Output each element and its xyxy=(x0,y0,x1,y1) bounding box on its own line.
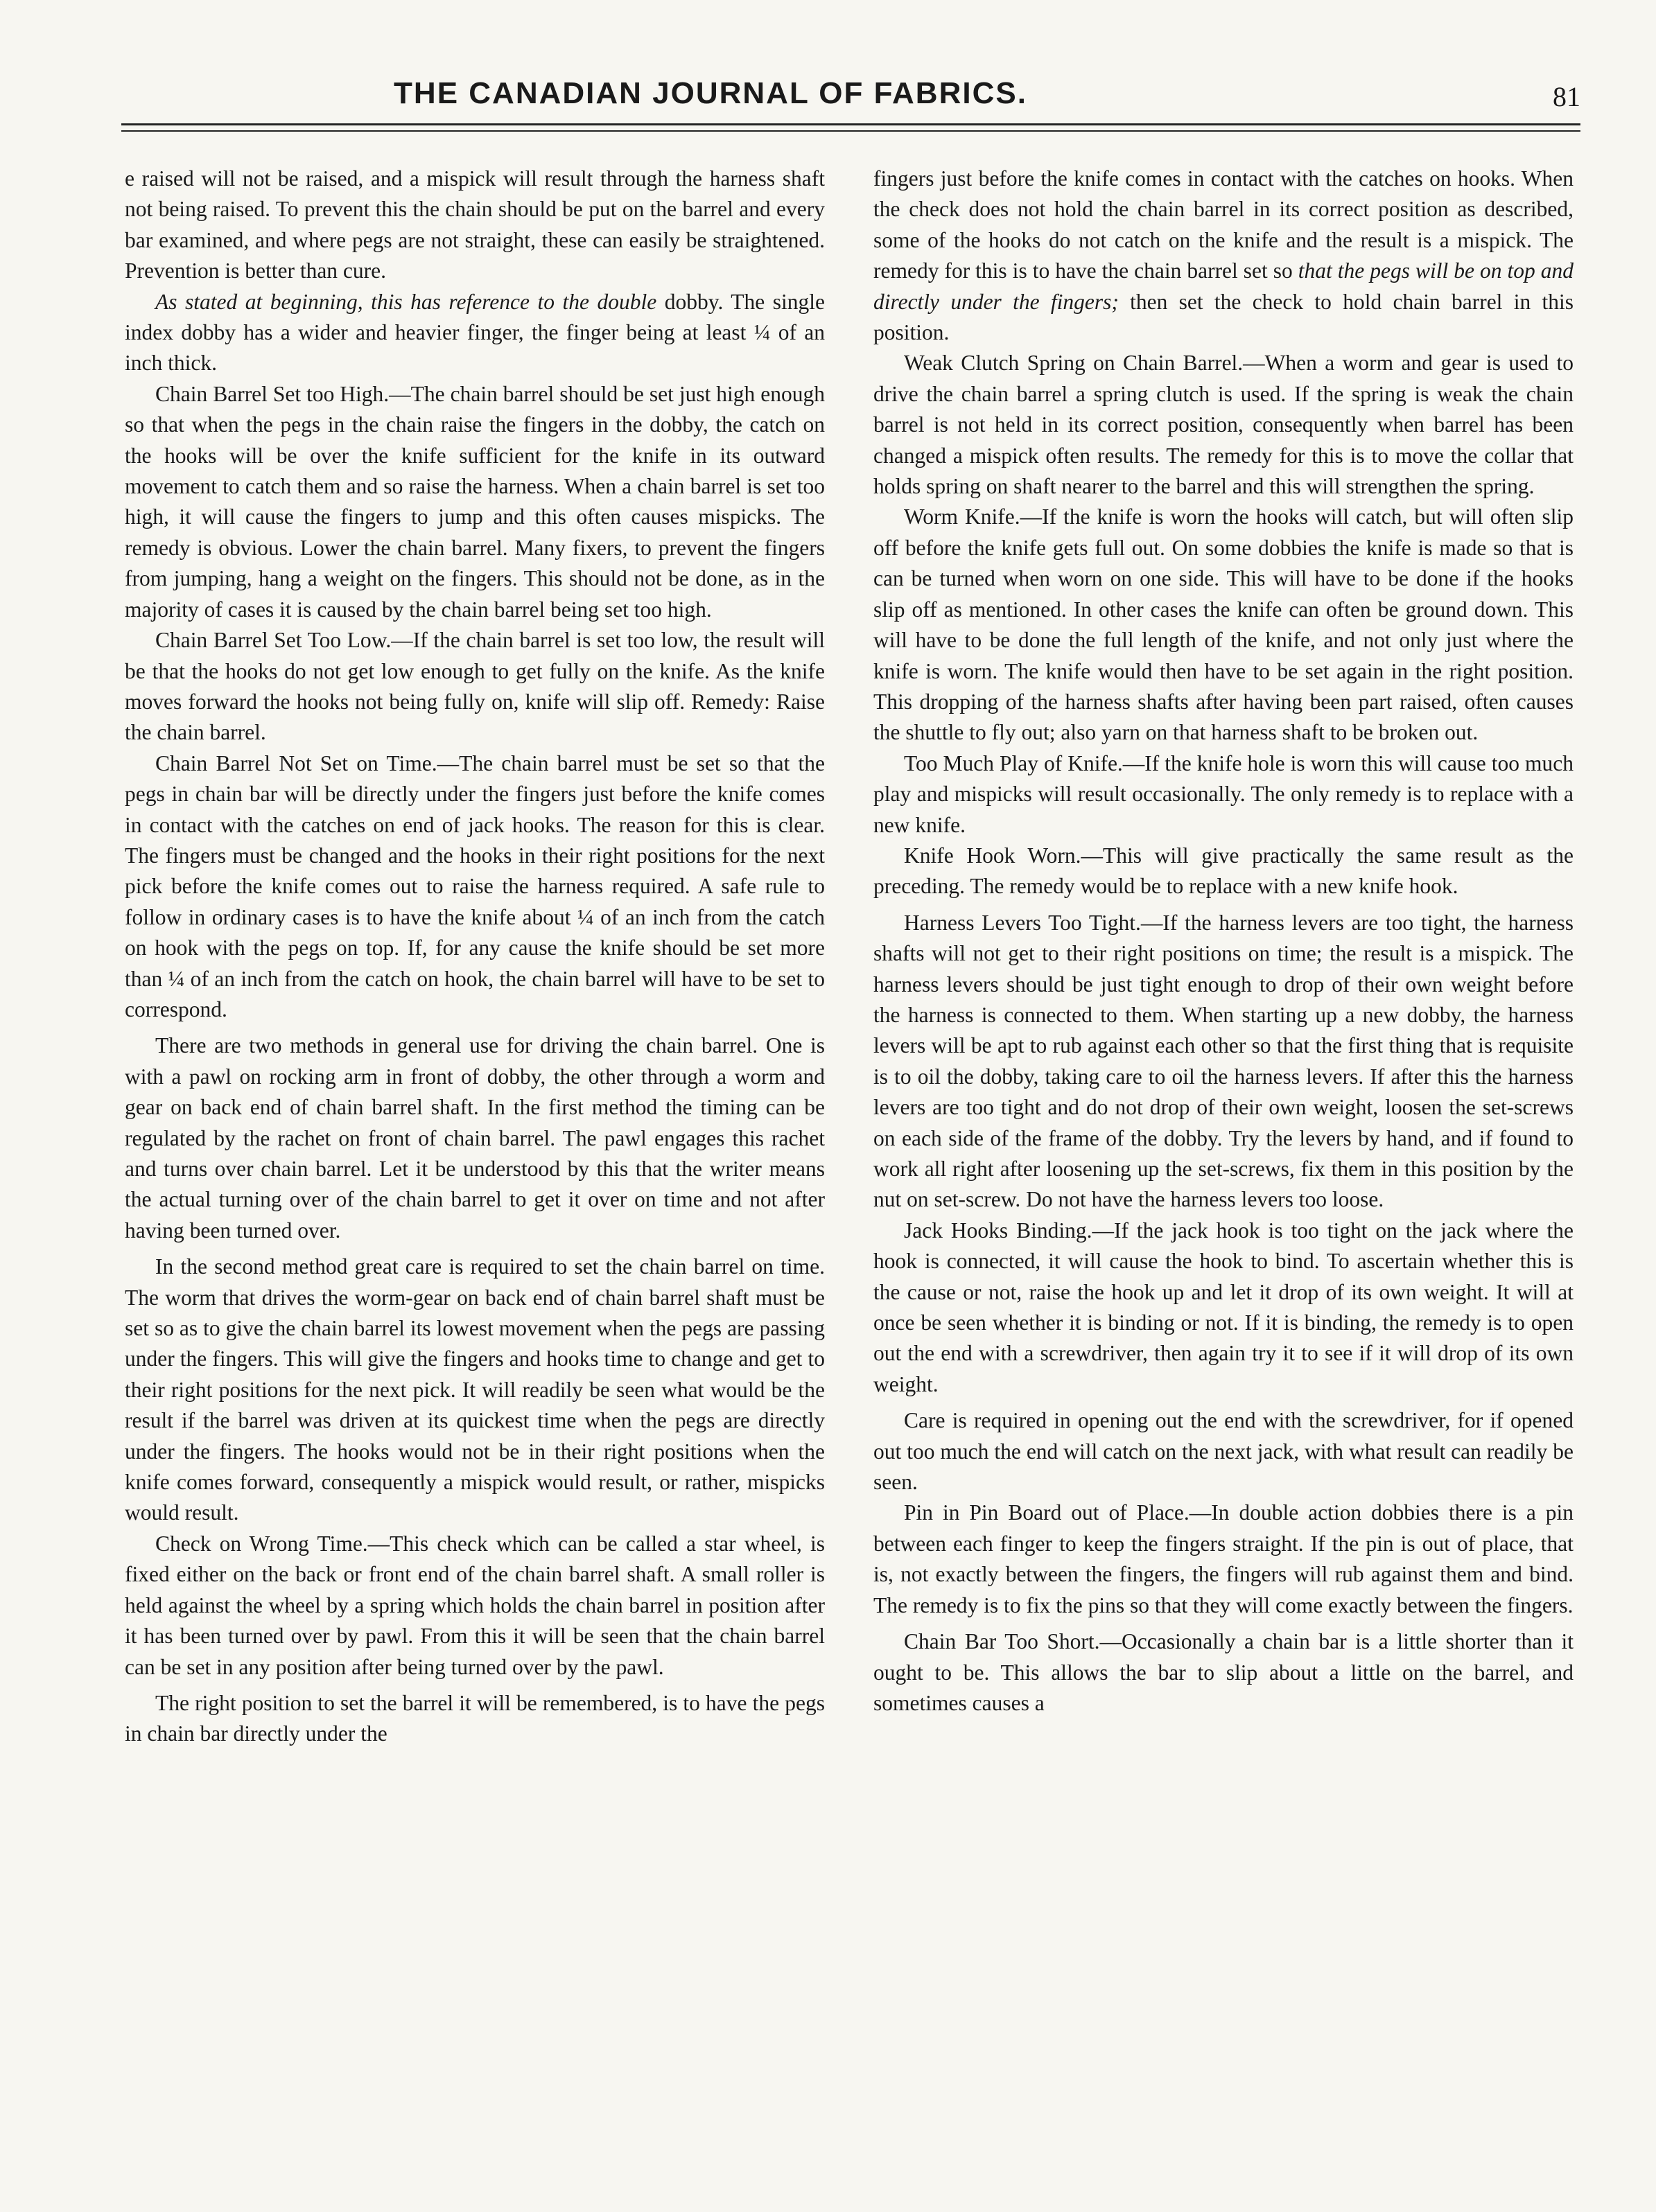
paragraph: As stated at beginning, this has reference to the double dobby. The single index dobby has a wider and heavier finger, the finger being at least ¼ of an inch thick. xyxy=(125,289,825,376)
page-number: 81 xyxy=(1553,81,1580,112)
left-column xyxy=(125,164,825,2173)
paragraph: Care is required in opening out the end with the screwdriver, for if opened out too much the end will catch on the next jack, with what result can readily be seen. xyxy=(873,1408,1574,1495)
paragraph: Jack Hooks Binding.—If the jack hook is too tight on the jack where the hook is connected, it will cause the hook to bind. To ascertain whether this is the cause or not, raise the hook up and let it drop of its own weight. It will at once be seen whether it is binding or not. If it is binding, the remedy is to open out the end with a screwdriver, then again try it to see if it will drop of its own weight. xyxy=(873,1218,1574,1396)
paragraph: Weak Clutch Spring on Chain Barrel.—When a worm and gear is used to drive the chain barrel a spring clutch is used. If the spring is weak the chain barrel is not held in its correct position, consequently when barrel has been changed a mispick often results. The remedy for this is to move the collar that holds spring on shaft nearer to the barrel and this will strengthen the spring. xyxy=(873,351,1574,499)
paragraph: In the second method great care is required to set the chain barrel on time. The worm that drives the worm-gear on back end of chain barrel shaft must be set so as to give the chain barrel its lowest movement when the pegs are passing under the fingers. This will give the fingers and hooks time to change and get to their right positions for the next pick. It will readily be seen what would be the result if the barrel was driven at its quickest time when the pegs are directly under the fingers. The hooks would not be in their right positions when the knife comes forward, consequently a mispick would result, or rather, mispicks would result. xyxy=(125,1254,825,1525)
paragraph: Too Much Play of Knife.—If the knife hole is worn this will cause too much play and mispicks will result occasionally. The only remedy is to replace with a new knife. xyxy=(873,750,1574,837)
header-rule xyxy=(121,123,1580,125)
paragraph: fingers just before the knife comes in contact with the catches on hooks. When the check does not hold the chain barrel in its correct position as described, some of the hooks do not catch on the knife and the result is a mispick. The remedy for this is to have the chain barrel set so that the pegs will be on top and directly under the fingers; then set the check to hold chain barrel in this position. xyxy=(873,166,1574,345)
paragraph: Chain Barrel Not Set on Time.—The chain barrel must be set so that the pegs in chain bar will be directly under the fingers just before the knife comes in contact with the catches on end of jack hooks. The reason for this is clear. The fingers must be changed and the hooks in their right positions for the next pick before the knife comes out to raise the harness required. A safe rule to follow in ordinary cases is to have the knife about ¼ of an inch from the catch on hook with the pegs on top. If, for any cause the knife should be set more than ¼ of an inch from the catch on hook, the chain barrel will have to be set to correspond. xyxy=(125,750,825,1021)
header-rule-thin xyxy=(121,130,1580,132)
running-title: THE CANADIAN JOURNAL OF FABRICS. xyxy=(394,76,1027,110)
paragraph: Check on Wrong Time.—This check which can be called a star wheel, is fixed either on the back or front end of the chain barrel shaft. A small roller is held against the wheel by a spring which holds the chain barrel in position after it has been turned over by pawl. From this it will be seen that the chain barrel can be set in any position after being turned over by the pawl. xyxy=(125,1531,825,1679)
paragraph: There are two methods in general use for driving the chain barrel. One is with a pawl on rocking arm in front of dobby, the other through a worm and gear on back end of chain barrel shaft. In the first method the timing can be regulated by the rachet on front of chain barrel. The pawl engages this rachet and turns over chain barrel. Let it be understood by this that the writer means the actual turning over of the chain barrel to get it over on time and not after having been turned over. xyxy=(125,1033,825,1243)
paragraph: Harness Levers Too Tight.—If the harness levers are too tight, the harness shafts will not get to their right positions on time; the result is a mispick. The harness levers should be just tight enough to drop of their own weight before the harness is connected to them. When starting up a new dobby, the harness levers will be apt to rub against each other so that the first thing that is requisite is to oil the dobby, taking care to oil the harness levers. If after this the harness levers are too tight and do not drop of their own weight, loosen the set-screws on each side of the frame of the dobby. Try the levers by hand, and if found to work all right after loosening up the set-screws, fix them in this position by the nut on set-screw. Do not have the harness levers too loose. xyxy=(873,910,1574,1212)
paragraph: The right position to set the barrel it will be remembered, is to have the pegs in chain bar directly under the xyxy=(125,1690,825,1746)
right-column xyxy=(873,164,1574,2173)
paragraph: e raised will not be raised, and a mispick will result through the harness shaft not being raised. To prevent this the chain should be put on the barrel and every bar examined, and where pegs are not straight, these can easily be straightened. Prevention is better than cure. xyxy=(125,166,825,283)
paragraph: Worm Knife.—If the knife is worn the hooks will catch, but will often slip off before the knife gets full out. On some dobbies the knife is made so that is can be turned when worn on one side. This will have to be done if the hooks slip off as mentioned. In other cases the knife can often be ground down. This will have to be done the full length of the knife, and not only just where the knife is worn. The knife would then have to be set again in the right position. This dropping of the harness shafts after having been part raised, often causes the shuttle to fly out; also yarn on that harness shaft to be broken out. xyxy=(873,504,1574,745)
paragraph: Knife Hook Worn.—This will give practically the same result as the preceding. The remedy would be to replace with a new knife hook. xyxy=(873,843,1574,899)
page-header xyxy=(121,76,1580,118)
paragraph: Chain Barrel Set Too Low.—If the chain barrel is set too low, the result will be that the hooks do not get low enough to get fully on the knife. As the knife moves forward the hooks not being fully on, knife will slip off. Remedy: Raise the chain barrel. xyxy=(125,628,825,745)
paragraph: Chain Bar Too Short.—Occasionally a chain bar is a little shorter than it ought to be. This allows the bar to slip about a little on the barrel, and sometimes causes a xyxy=(873,1629,1574,1715)
paragraph: Chain Barrel Set too High.—The chain barrel should be set just high enough so that when the pegs in the chain raise the fingers in the dobby, the catch on the hooks will be over the knife sufficient for the knife in its outward movement to catch them and so raise the harness. When a chain barrel is set too high, it will cause the fingers to jump and this often causes mispicks. The remedy is obvious. Lower the chain barrel. Many fixers, to prevent the fingers from jumping, hang a weight on the fingers. This should not be done, as in the majority of cases it is caused by the chain barrel being set too high. xyxy=(125,381,825,622)
paragraph: Pin in Pin Board out of Place.—In double action dobbies there is a pin between each finger to keep the fingers straight. If the pin is out of place, that is, not exactly between the fingers, the fingers will rub against them and bind. The remedy is to fix the pins so that they will come exactly between the fingers. xyxy=(873,1500,1574,1617)
